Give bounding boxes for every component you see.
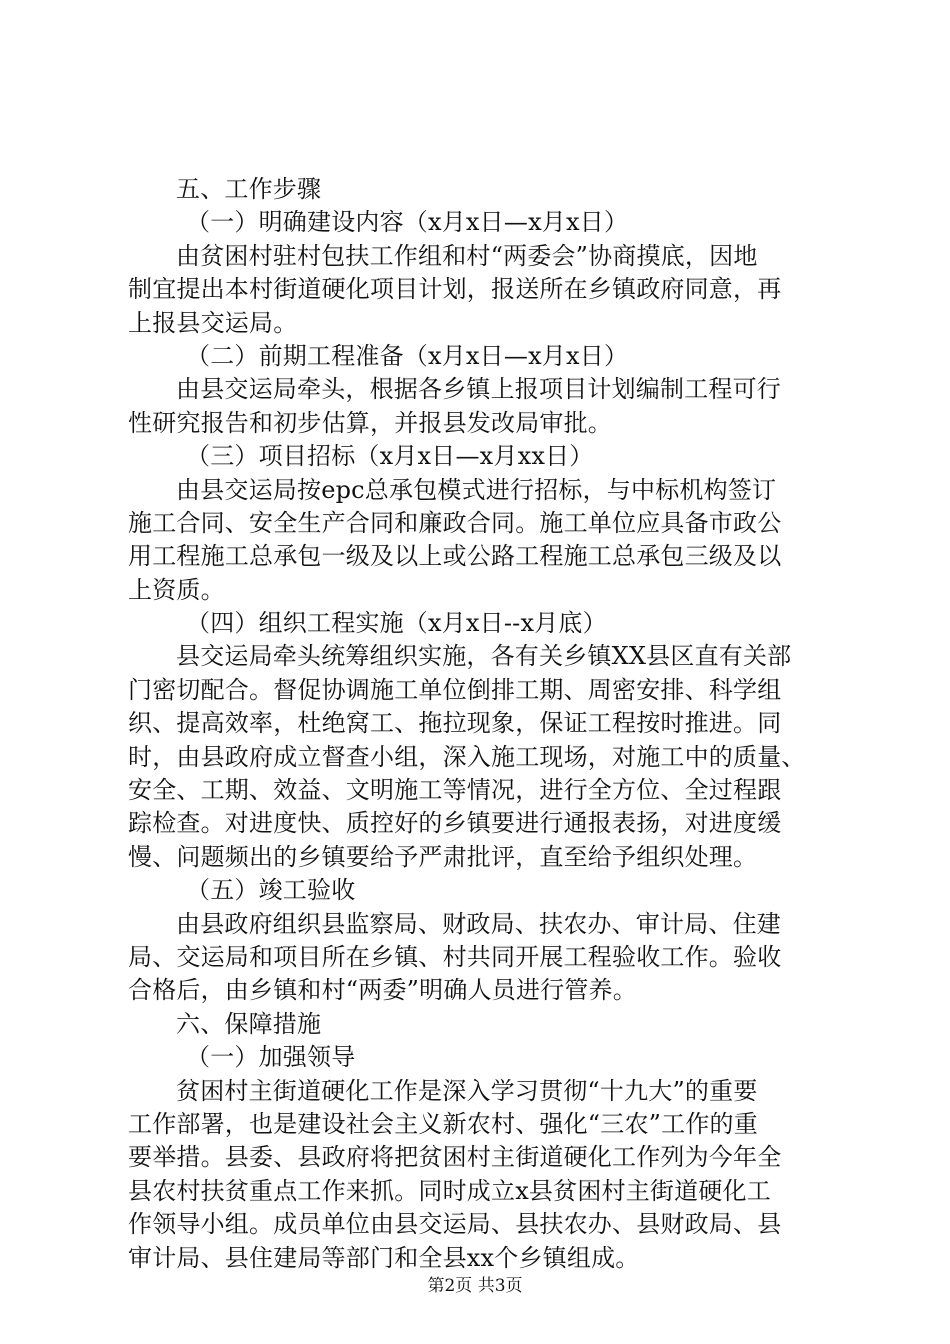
text-line: 由县政府组织县监察局、财政局、扶农办、审计局、住建 [176, 909, 781, 938]
text-line: （五）竣工验收 [186, 876, 356, 905]
text-line: 由贫困村驻村包扶工作组和村“两委会”协商摸底，因地 [176, 241, 758, 270]
text-line: 贫困村主街道硬化工作是深入学习贯彻“十九大”的重要 [176, 1076, 758, 1105]
text-line: 用工程施工总承包一级及以上或公路工程施工总承包三级及以 [128, 542, 782, 571]
text-line: 要举措。县委、县政府将把贫困村主街道硬化工作列为今年全 [128, 1143, 782, 1172]
text-line: 六、保障措施 [176, 1009, 322, 1038]
text-line: （二）前期工程准备（x月x日—x月x日） [186, 341, 629, 370]
text-line: （一）明确建设内容（x月x日—x月x日） [186, 208, 629, 237]
text-line: 作领导小组。成员单位由县交运局、县扶农办、县财政局、县 [128, 1210, 782, 1239]
text-line: （四）组织工程实施（x月x日--x月底） [186, 609, 607, 638]
document-body [128, 173, 828, 1275]
text-line: 局、交运局和项目所在乡镇、村共同开展工程验收工作。验收 [128, 942, 782, 971]
text-line: 织、提高效率，杜绝窝工、拖拉现象，保证工程按时推进。同 [128, 709, 782, 738]
text-line: （三）项目招标（x月x日—x月xx日） [186, 442, 594, 471]
text-line: 合格后，由乡镇和村“两委”明确人员进行管养。 [128, 976, 637, 1005]
text-line: （一）加强领导 [186, 1043, 356, 1072]
text-line: 上报县交运局。 [128, 308, 298, 337]
text-line: 由县交运局按epc总承包模式进行招标，与中标机构签订 [176, 475, 777, 504]
text-line: 慢、问题频出的乡镇要给予严肃批评，直至给予组织处理。 [128, 842, 758, 871]
text-line: 工作部署，也是建设社会主义新农村、强化“三农”工作的重 [128, 1109, 758, 1138]
text-line: 县农村扶贫重点工作来抓。同时成立x县贫困村主街道硬化工 [128, 1176, 771, 1205]
text-line: 县交运局牵头统筹组织实施，各有关乡镇XX县区直有关部 [176, 642, 792, 671]
text-line: 安全、工期、效益、文明施工等情况，进行全方位、全过程跟 [128, 776, 782, 805]
page-footer: 第2页 共3页 [427, 1276, 523, 1296]
text-line: 性研究报告和初步估算，并报县发改局审批。 [128, 408, 612, 437]
text-line: 由县交运局牵头，根据各乡镇上报项目计划编制工程可行 [176, 375, 781, 404]
text-line: 踪检查。对进度快、质控好的乡镇要进行通报表扬，对进度缓 [128, 809, 782, 838]
text-line: 制宜提出本村街道硬化项目计划，报送所在乡镇政府同意，再 [128, 275, 782, 304]
text-line: 审计局、县住建局等部门和全县xx个乡镇组成。 [128, 1243, 640, 1272]
text-line: 施工合同、安全生产合同和廉政合同。施工单位应具备市政公 [128, 508, 782, 537]
text-line: 门密切配合。督促协调施工单位倒排工期、周密安排、科学组 [128, 675, 782, 704]
text-line: 上资质。 [128, 575, 225, 604]
text-line: 时，由县政府成立督查小组，深入施工现场，对施工中的质量、 [128, 742, 806, 771]
text-line: 五、工作步骤 [176, 175, 322, 203]
